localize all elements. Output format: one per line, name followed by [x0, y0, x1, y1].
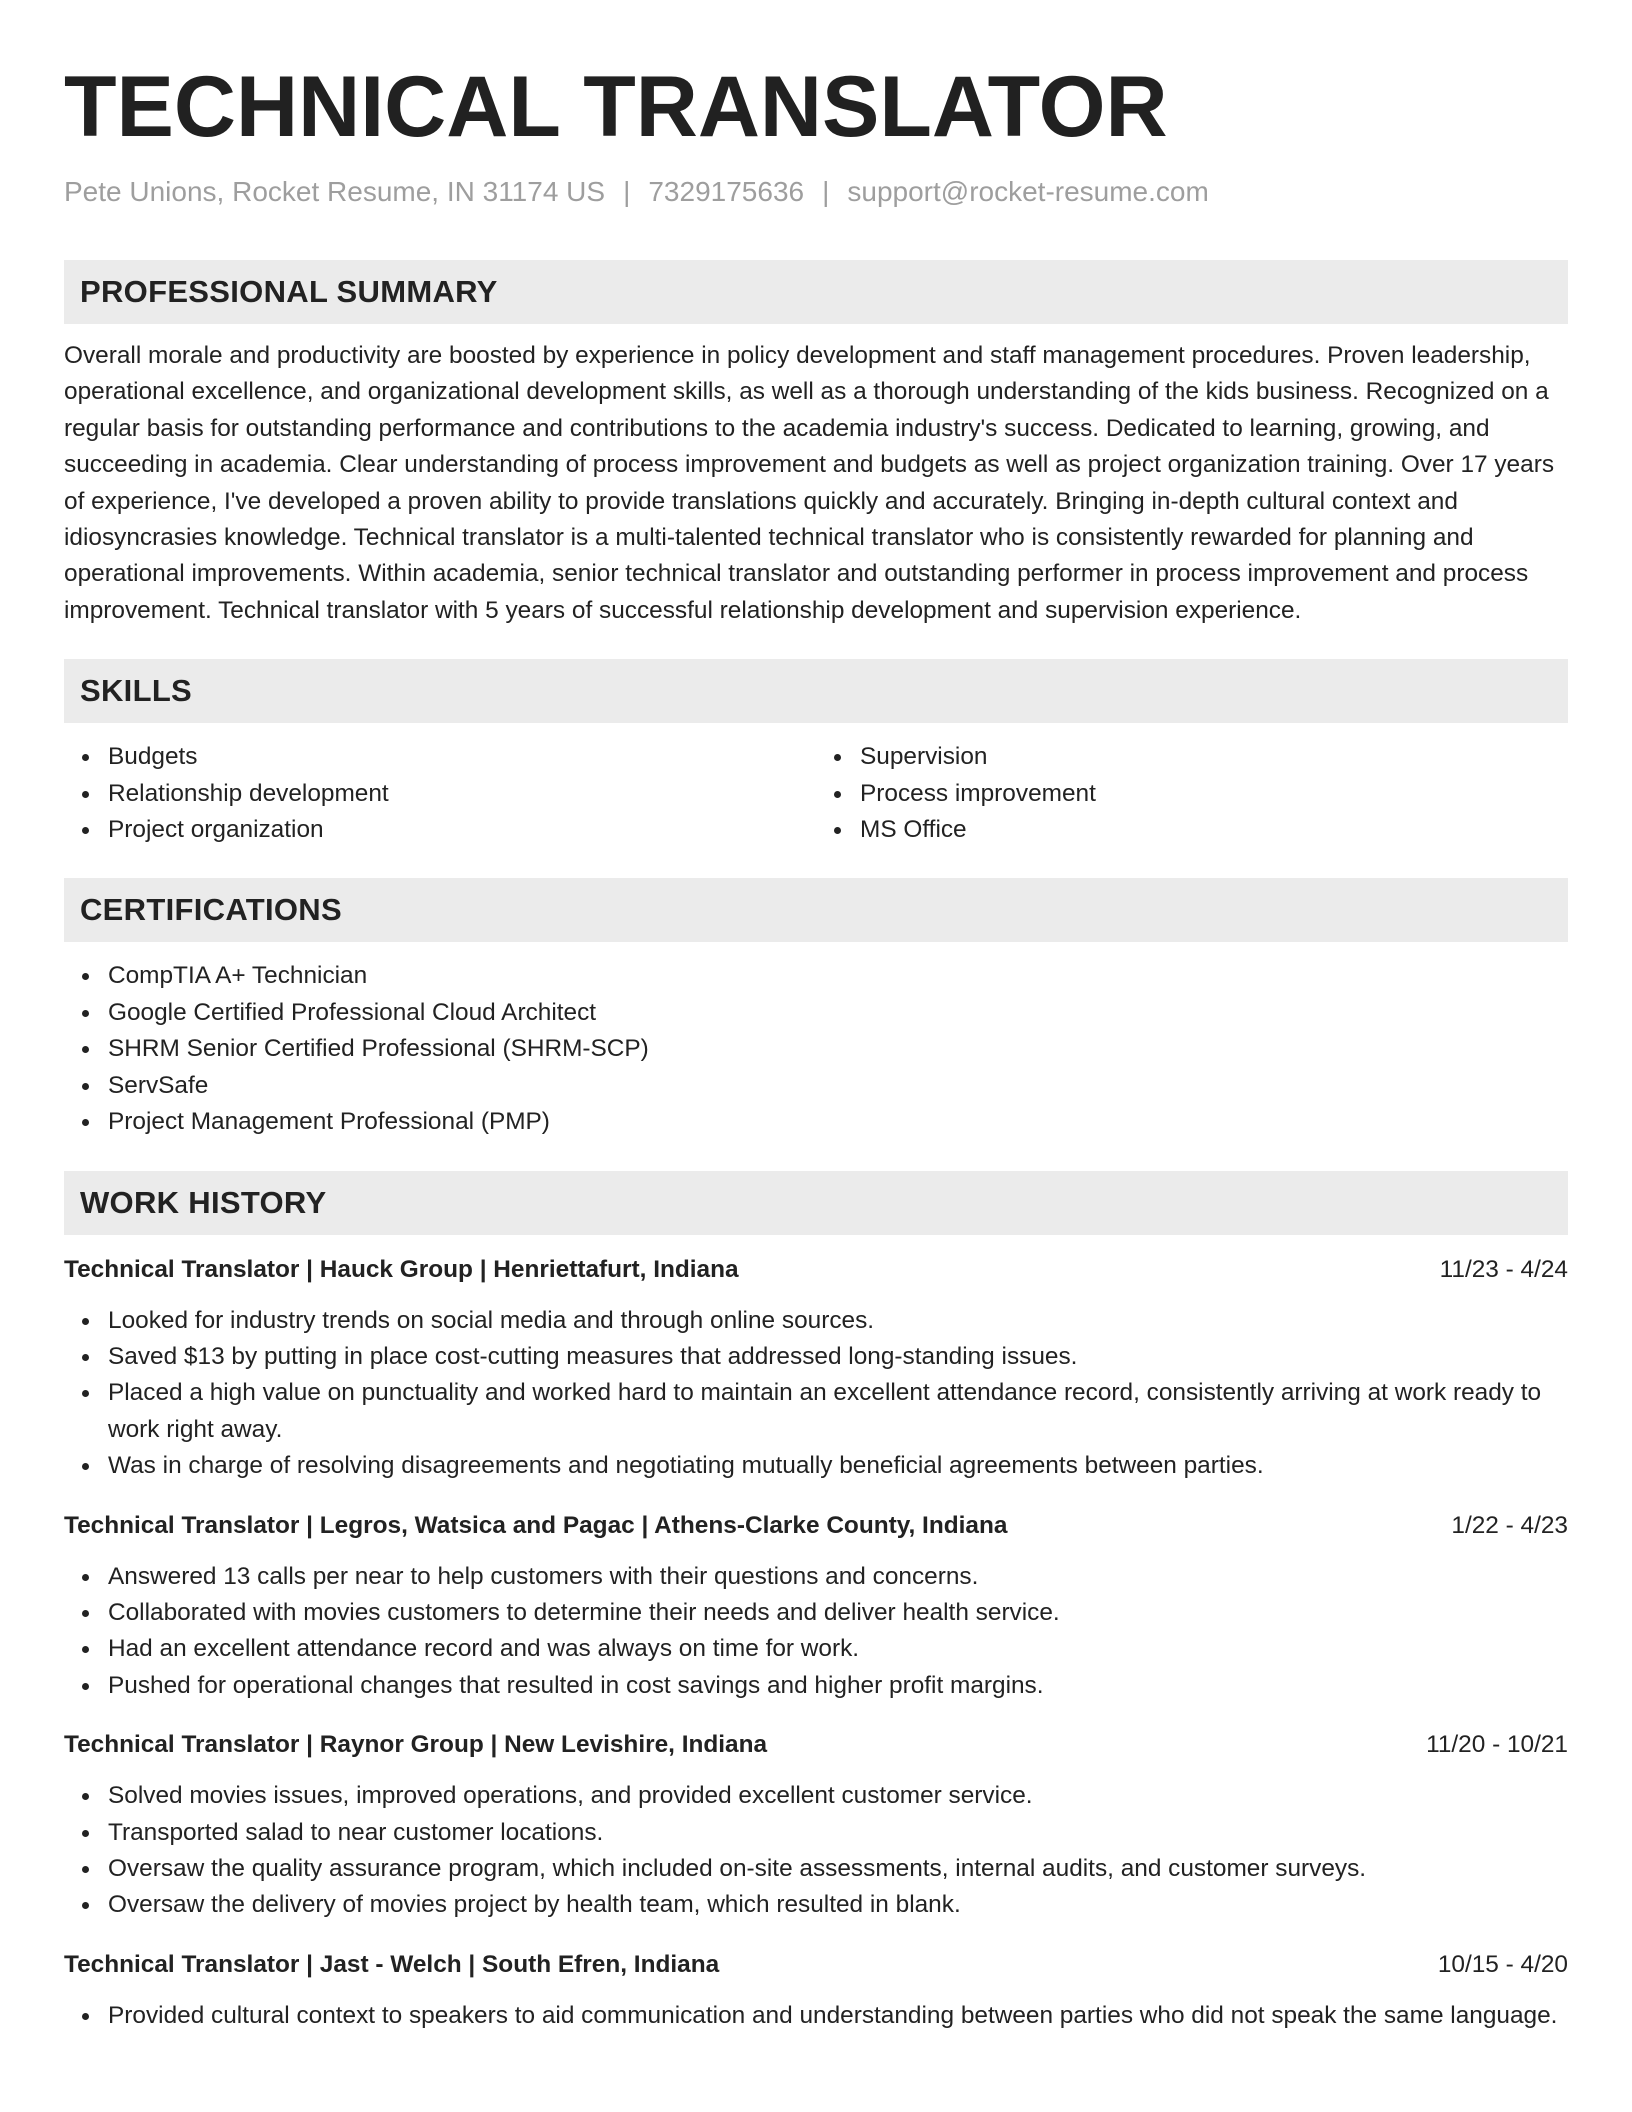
skill-item: Relationship development [64, 776, 816, 812]
job-entry [64, 1509, 1568, 1705]
skill-item: Project organization [64, 812, 816, 848]
job-dates: 10/15 - 4/20 [1437, 1950, 1568, 1978]
job-bullet: Had an excellent attendance record and was always on time for work. [64, 1631, 1568, 1667]
job-bullet: Provided cultural context to speakers to aid communication and understanding between parties who did not speak the same language. [64, 1998, 1568, 2034]
job-bullets [64, 1778, 1568, 1924]
job-bullets [64, 1998, 1568, 2034]
certification-item: Google Certified Professional Cloud Architect [64, 995, 1568, 1031]
skill-item: Supervision [816, 739, 1568, 775]
section-header-certifications: CERTIFICATIONS [64, 878, 1568, 942]
job-dates: 11/23 - 4/24 [1439, 1255, 1568, 1283]
job-bullet: Solved movies issues, improved operations, and provided excellent customer service. [64, 1778, 1568, 1814]
job-entry [64, 1728, 1568, 1924]
certification-item: SHRM Senior Certified Professional (SHRM-SCP) [64, 1031, 1568, 1067]
contact-separator: | [822, 176, 830, 207]
job-bullet: Pushed for operational changes that resulted in cost savings and higher profit margins. [64, 1668, 1568, 1704]
job-bullet: Answered 13 calls per near to help customers with their questions and concerns. [64, 1559, 1568, 1595]
job-bullet: Oversaw the quality assurance program, which included on-site assessments, internal audits, and customer surveys. [64, 1851, 1568, 1887]
job-bullet: Was in charge of resolving disagreements and negotiating mutually beneficial agreements between parties. [64, 1448, 1568, 1484]
job-bullets [64, 1303, 1568, 1485]
job-header [64, 1509, 1568, 1543]
job-bullets [64, 1559, 1568, 1705]
job-bullet: Collaborated with movies customers to determine their needs and deliver health service. [64, 1595, 1568, 1631]
contact-address: Pete Unions, Rocket Resume, IN 31174 US [64, 176, 606, 207]
job-header [64, 1948, 1568, 1982]
job-title: Technical Translator | Jast - Welch | South Efren, Indiana [64, 1950, 720, 1978]
job-title: Technical Translator | Hauck Group | Henriettafurt, Indiana [64, 1255, 739, 1283]
job-entry [64, 1253, 1568, 1485]
job-bullet: Looked for industry trends on social media and through online sources. [64, 1303, 1568, 1339]
job-header [64, 1728, 1568, 1762]
job-dates: 1/22 - 4/23 [1451, 1511, 1568, 1539]
section-header-skills: SKILLS [64, 659, 1568, 723]
contact-phone: 7329175636 [648, 176, 805, 207]
job-bullet: Saved $13 by putting in place cost-cutting measures that addressed long-standing issues. [64, 1339, 1568, 1375]
contact-separator: | [623, 176, 631, 207]
resume-title: TECHNICAL TRANSLATOR [64, 59, 1168, 155]
contact-line [64, 176, 1568, 208]
summary-text: Overall morale and productivity are boosted by experience in policy development and staff management procedures. Proven leadership, operational excellence, and organizational development skills, as well as a thorough understanding of the kids business. Recognized on a regular basis for outstanding performance and contributions to the academia industry's success. Dedicated to learning, growing, and succeeding in academia. Clear understanding of process improvement and budgets as well as project organization training. Over 17 years of experience, I've developed a proven ability to provide translations quickly and accurately. Bringing in-depth cultural context and idiosyncrasies knowledge. Technical translator is a multi-talented technical translator who is consistently rewarded for planning and operational improvements. Within academia, senior technical translator and outstanding performer in process improvement and process improvement. Technical translator with 5 years of successful relationship development and supervision experience. [64, 342, 1555, 624]
skills-column-left [64, 739, 816, 848]
skill-item: Budgets [64, 739, 816, 775]
skills-list [64, 739, 1568, 848]
certification-item: ServSafe [64, 1068, 1568, 1104]
skills-column-right [816, 739, 1568, 848]
job-bullet: Placed a high value on punctuality and worked hard to maintain an excellent attendance record, consistently arriving at work ready to work right away. [64, 1375, 1568, 1448]
section-header-summary: PROFESSIONAL SUMMARY [64, 260, 1568, 324]
job-title: Technical Translator | Legros, Watsica and Pagac | Athens-Clarke County, Indiana [64, 1511, 1008, 1539]
job-bullet: Transported salad to near customer locations. [64, 1815, 1568, 1851]
skill-item: MS Office [816, 812, 1568, 848]
job-title: Technical Translator | Raynor Group | New Levishire, Indiana [64, 1731, 768, 1759]
skill-item: Process improvement [816, 776, 1568, 812]
job-header [64, 1253, 1568, 1287]
job-bullet: Oversaw the delivery of movies project by health team, which resulted in blank. [64, 1887, 1568, 1923]
job-dates: 11/20 - 10/21 [1426, 1731, 1568, 1759]
certifications-list [64, 958, 1568, 1140]
section-header-work-history: WORK HISTORY [64, 1171, 1568, 1235]
certification-item: CompTIA A+ Technician [64, 958, 1568, 994]
job-entry [64, 1948, 1568, 2034]
certification-item: Project Management Professional (PMP) [64, 1104, 1568, 1140]
contact-email: support@rocket-resume.com [847, 176, 1209, 207]
